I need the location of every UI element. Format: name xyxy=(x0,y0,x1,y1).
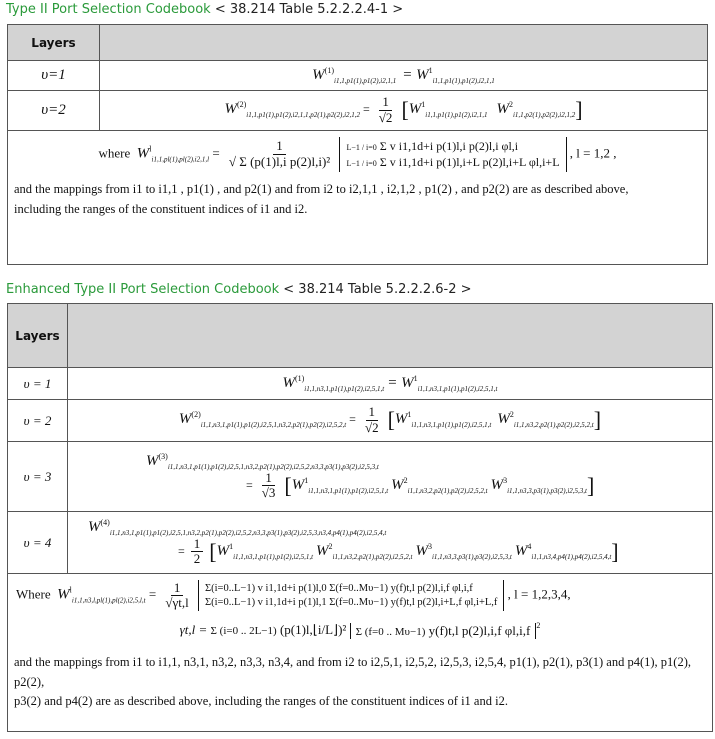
table2-header-row xyxy=(8,304,713,368)
table2-eq-1 xyxy=(68,368,713,400)
eq-rhs: = W xyxy=(402,66,429,83)
table-row xyxy=(8,512,713,574)
eq-lhs: W xyxy=(282,374,295,391)
eq-lhs-sup: (1) xyxy=(294,373,305,383)
where-fraction-num: 1 xyxy=(171,581,184,596)
fraction xyxy=(362,405,382,435)
eq-lhs: W xyxy=(224,101,237,118)
eq-lhs-sub: i1,1,n3,1,p1(1),p1(2),i2,5,1,n3,2,p2(1),p2(2),i2,5,2,n3,3,p3(1),p3(2),i2,5,3,n3,4,p4(1),p4(2),i2,5,4,t xyxy=(109,528,387,537)
fraction xyxy=(376,95,396,125)
table1-layer-2: υ=2 xyxy=(8,91,100,131)
eq-rhs: = W xyxy=(387,374,414,391)
eq-rhs-sup: 1 xyxy=(428,65,433,75)
where-word: where xyxy=(98,145,131,161)
where-matrix-top: Σ v i1,1d+i p(1)l,i p(2)l,i φl,i xyxy=(379,139,519,153)
table1-heading xyxy=(6,2,403,17)
table2-layer-4: υ = 4 xyxy=(8,512,68,574)
table2-where-cell: Where $W^l_{i1,1,n3,l,pl(1),pl(2),i2,5,l,t}$ = $\frac{1}{√\gamma t,l}$ Σ(i=0..L−1) v i1,1d+i p(1)l,0 Σ(f=0..Mυ−1) y(f)t,l p(2)l,i,f φl,i,f Σ(i=0..L−1) v i1,1d+i p(1)l,1 Σ(f=0..Mυ−1) y(f)t,l p(2)l,i+L,f φl,i+L,f , l = 1,2,3,4, γt,l = Σ (i=0 .. 2L−1) (p(1)l,⌊i/L⌋)² Σ (f=0 .. Mυ−1) y(f)t,l p(2)l,i,f φl,i,f $^2$ and the mappings from i1 to i1,1, n3,1, n3,2, n3,3, n3,4, and from i2 to i2,5,1, i2,5,2, i2,5,3, i2,5,4, p1(1), p2(1), p3(1) and p4(1), p1(2), p2(2), p3(2) and p4(2) are as described above, including the ranges of the constituent indices of i1 and i2. xyxy=(8,574,713,732)
sum-limits: L−1 / i=0 xyxy=(346,158,377,168)
matrix-term-sup: 1 xyxy=(229,541,234,551)
table-row xyxy=(8,368,713,400)
matrix-term-sup: 1 xyxy=(304,475,309,485)
eq-rhs-sub: i1,1,n3,1,p1(1),p1(2),i2,5,1,t xyxy=(417,384,498,393)
eq-lhs: W xyxy=(178,411,192,428)
matrix-term: W xyxy=(415,542,428,559)
fraction-den: √3 xyxy=(261,485,276,501)
eq-lhs-sub: i1,1,n3,1,p1(1),p1(2),i2,5,1,t xyxy=(304,384,385,393)
gamma-inner: y(f)t,l p(2)l,i,f φl,i,f xyxy=(428,623,531,639)
where-tail: , l = 1,2 , xyxy=(569,145,617,161)
fraction xyxy=(191,537,204,567)
matrix-term: W xyxy=(497,411,510,428)
matrix-term: W xyxy=(391,476,404,493)
sum-limits: L−1 / i=0 xyxy=(346,143,377,152)
matrix-term-sub: i1,1,n3,1,p1(1),p1(2),i2,5,1,t xyxy=(233,552,314,561)
matrix-term-sup: 4 xyxy=(527,541,532,551)
matrix-term-sub: i1,1,p2(1),p2(2),i2,1,2 xyxy=(512,111,576,120)
matrix-term-sub: i1,1,n3,2,p2(1),p2(2),i2,5,2,t xyxy=(407,486,488,495)
matrix-term-sub: i1,1,n3,3,p3(1),p3(2),i2,5,3,t xyxy=(507,486,588,495)
where-matrix-bottom: Σ(i=0..L−1) v i1,1d+i p(1)l,1 Σ(f=0..Mυ−1) y(f)t,l p(2)l,i+L,f φl,i+L,f xyxy=(205,596,498,608)
eq-lhs-sup: (3) xyxy=(158,451,168,461)
gamma-abs xyxy=(350,623,537,639)
eq-lhs-sup: (2) xyxy=(191,410,201,420)
matrix-term-sub: i1,1,n3,2,p2(1),p2(2),i2,5,2,t xyxy=(513,421,594,430)
table2-eq-4: $W^{(4)}_{i1,1,n3,1,p1(1),p1(2),i2,5,1,n3,2,p2(1),p2(2),i2,5,2,n3,3,p3(1),p3(2),i2,5,3,n3,4,p4(1),p4(2),i2,5,4,t}$ = $\frac{1}{2}$ [$W^1_{i1,1,n3,1,p1(1),p1(2),i2,5,1,t}$ $W^2_{i1,1,n3,2,p2(1),p2(2),i2,5,2,t}$ $W^3_{i1,1,n3,3,p3(1),p3(2),i2,5,3,t}$ $W^4_{i1,1,n3,4,p4(1),p4(2),i2,5,4,t}$] xyxy=(68,512,713,574)
fraction-den: 2 xyxy=(193,551,201,567)
fraction-num: 1 xyxy=(366,405,379,420)
table2-eq-2: $W^{(2)}_{i1,1,n3,1,p1(1),p1(2),i2,5,1,n3,2,p2(1),p2(2),i2,5,2,t}$ = $\frac{1}{√2}$ [$W^1_{i1,1,n3,1,p1(1),p1(2),i2,5,1,t}$ $W^2_{i1,1,n3,2,p2(1),p2(2),i2,5,2,t}$] xyxy=(68,400,713,442)
where-fraction-den: √γt,l xyxy=(165,594,189,610)
table-row xyxy=(8,400,713,442)
table-row xyxy=(8,61,708,91)
table1-header-row xyxy=(8,25,708,61)
where-fraction xyxy=(162,581,191,611)
table1-layers-header: Layers xyxy=(8,25,100,61)
matrix-term: W xyxy=(291,476,305,493)
matrix-term: W xyxy=(216,542,230,559)
table2 xyxy=(7,303,713,732)
table1 xyxy=(7,24,708,265)
eq-lhs-sub: i1,1,p1(1),p1(2),i2,1,1,p2(1),p2(2),i2,1,2 xyxy=(246,111,361,120)
table2-layers-header: Layers xyxy=(8,304,68,368)
matrix-term-sub: i1,1,n3,1,p1(1),p1(2),i2,5,1,t xyxy=(411,421,492,430)
table2-eq-3: $W^{(3)}_{i1,1,n3,1,p1(1),p1(2),i2,5,1,n3,2,p2(1),p2(2),i2,5,2,n3,3,p3(1),p3(2),i2,5,3,t}$ = $\frac{1}{√3}$ [$W^1_{i1,1,n3,1,p1(1),p1(2),i2,5,1,t}$ $W^2_{i1,1,n3,2,p2(1),p2(2),i2,5,2,t}$ $W^3_{i1,1,n3,3,p3(1),p3(2),i2,5,3,t}$] xyxy=(68,442,713,512)
table1-note-line2: including the ranges of the constituent indices of i1 and i2. xyxy=(14,201,308,216)
matrix-term-sub: i1,1,n3,4,p4(1),p4(2),i2,5,4,t xyxy=(531,552,612,561)
where-lhs: W xyxy=(136,145,150,162)
table1-heading-link[interactable]: Type II Port Selection Codebook xyxy=(6,2,211,17)
table2-heading xyxy=(6,282,472,297)
eq-rhs-sup: 1 xyxy=(413,373,418,383)
matrix-term-sup: 3 xyxy=(427,541,432,551)
table-row xyxy=(8,91,708,131)
table2-note-line1: and the mappings from i1 to i1,1, n3,1, n3,2, n3,3, n3,4, and from i2 to i2,5,1, i2,5,2, i2,5,3, i2,5,4, p1(1), p2(1), p3(1) and p4(1), p1(2), p2(2), xyxy=(14,655,692,689)
matrix-term: W xyxy=(408,101,422,118)
table2-layer-1: υ = 1 xyxy=(8,368,68,400)
gamma-sum2: Σ (f=0 .. Mυ−1) xyxy=(355,626,426,639)
eq-lhs-sup: (4) xyxy=(100,517,110,527)
table2-layer-3: υ = 3 xyxy=(8,442,68,512)
table2-note-line2: p3(2) and p4(2) are as described above, including the ranges of the constituent indices of i1 and i2. xyxy=(14,694,508,709)
eq-lhs-sub: i1,1,n3,1,p1(1),p1(2),i2,5,1,n3,2,p2(1),p2(2),i2,5,2,n3,3,p3(1),p3(2),i2,5,3,t xyxy=(167,462,379,471)
matrix-term-sup: 2 xyxy=(508,100,513,110)
where-matrix-bottom: Σ v i1,1d+i p(1)l,i+L p(2)l,i+L φl,i+L xyxy=(379,154,560,169)
table1-where-cell: where $W^l_{i1,1,pl(1),pl(2),i2,1,l}$ = $\frac{1}{\text{√ Σ (p(1)l,i p(2)l,i)²}}$ L−1 / i=0 Σ v i1,1d+i p(1)l,i p(2)l,i φl,i L−1 / i=0 Σ v i1,1d+i p(1)l,i+L p(2)l,i+L φl,i+L , l = 1,2 , and the mappings from i1 to i1,1 , p1(1) , and p2(1) and from i2 to i2,1,1 , i2,1,2 , p1(2) , and p2(2) are as described above, including the ranges of the constituent indices of i1 and i2. xyxy=(8,131,708,265)
table2-heading-ref: < 38.214 Table 5.2.2.2.6-2 > xyxy=(283,282,472,297)
where-matrix xyxy=(339,137,566,172)
where-tail: , l = 1,2,3,4, xyxy=(507,586,571,602)
table2-layer-2: υ = 2 xyxy=(8,400,68,442)
where-lhs-sub: i1,1,pl(1),pl(2),i2,1,l xyxy=(151,155,210,164)
matrix-term-sub: i1,1,n3,2,p2(1),p2(2),i2,5,2,t xyxy=(332,552,413,561)
matrix-term: W xyxy=(514,542,528,559)
fraction-num: 1 xyxy=(191,537,204,552)
table1-blank-header xyxy=(100,25,708,61)
gamma-sum1: Σ (i=0 .. 2L−1) xyxy=(210,625,277,638)
fraction-den: √2 xyxy=(378,109,393,125)
eq-lhs-sub: i1,1,n3,1,p1(1),p1(2),i2,5,1,n3,2,p2(1),p2(2),i2,5,2,t xyxy=(200,421,347,430)
table2-heading-link[interactable]: Enhanced Type II Port Selection Codebook xyxy=(6,282,280,297)
matrix-term-sup: 3 xyxy=(503,475,508,485)
table1-heading-ref: < 38.214 Table 5.2.2.2.4-1 > xyxy=(214,2,404,17)
table-row xyxy=(8,442,713,512)
matrix-term: W xyxy=(394,411,408,428)
eq-lhs: W xyxy=(312,66,325,83)
where-fraction xyxy=(226,139,333,169)
gamma-lhs: γt,l = xyxy=(179,622,208,638)
eq-lhs-sup: (2) xyxy=(236,100,247,110)
where-lhs-sup: l xyxy=(69,585,72,595)
matrix-term-sup: 2 xyxy=(403,475,408,485)
table1-layer-1: υ=1 xyxy=(8,61,100,91)
where-matrix-top: Σ(i=0..L−1) v i1,1d+i p(1)l,0 Σ(f=0..Mυ−1) y(f)t,l p(2)l,i,f φl,i,f xyxy=(205,583,473,594)
eq-lhs: W xyxy=(146,452,159,469)
table-row xyxy=(8,574,713,732)
where-lhs-sub: i1,1,n3,l,pl(1),pl(2),i2,5,l,t xyxy=(71,596,146,605)
fraction-den: √2 xyxy=(364,419,379,435)
matrix-term-sup: 2 xyxy=(509,410,514,420)
where-matrix xyxy=(198,580,504,611)
where-word: Where xyxy=(16,586,51,602)
fraction-num: 1 xyxy=(379,95,392,110)
matrix-term: W xyxy=(316,542,329,559)
eq-lhs-sup: (1) xyxy=(324,65,334,75)
matrix-term-sub: i1,1,n3,3,p3(1),p3(2),i2,5,3,t xyxy=(431,552,512,561)
matrix-term-sup: 1 xyxy=(421,100,426,110)
table2-blank-header xyxy=(68,304,713,368)
eq-rhs-sub: i1,1,p1(1),p1(2),i2,1,1 xyxy=(432,76,495,85)
where-fraction-num: 1 xyxy=(273,139,286,154)
where-lhs: W xyxy=(57,586,70,603)
table-row xyxy=(8,131,708,265)
matrix-term: W xyxy=(496,101,509,118)
fraction xyxy=(259,471,279,501)
where-fraction-den: √ Σ (p(1)l,i p(2)l,i)² xyxy=(228,153,331,169)
matrix-term: W xyxy=(490,476,504,493)
eq-lhs: W xyxy=(88,518,101,535)
gamma-paren: (p(1)l,⌊i/L⌋)² xyxy=(279,622,347,638)
where-lhs-sup: l xyxy=(149,144,152,154)
matrix-term-sub: i1,1,p1(1),p1(2),i2,1,1 xyxy=(425,111,488,120)
gamma-exp: 2 xyxy=(536,621,541,631)
table1-note-line1: and the mappings from i1 to i1,1 , p1(1) , and p2(1) and from i2 to i2,1,1 , i2,1,2 , p1(2) , and p2(2) are as described above, xyxy=(14,182,629,197)
table1-eq-2: $W^{(2)}_{i1,1,p1(1),p1(2),i2,1,1,p2(1),p2(2),i2,1,2}$ = $\frac{1}{√2}$ [$W^1_{i1,1,p1(1),p1(2),i2,1,1}$ $W^2_{i1,1,p2(1),p2(2),i2,1,2}$] xyxy=(100,91,708,131)
eq-lhs-sub: i1,1,p1(1),p1(2),i2,1,1 xyxy=(334,76,397,85)
matrix-term-sub: i1,1,n3,1,p1(1),p1(2),i2,5,1,t xyxy=(308,486,389,495)
fraction-num: 1 xyxy=(262,471,275,486)
table1-eq-1 xyxy=(100,61,708,91)
gamma-equation xyxy=(180,621,541,639)
matrix-term-sup: 1 xyxy=(407,410,412,420)
matrix-term-sup: 2 xyxy=(328,541,333,551)
